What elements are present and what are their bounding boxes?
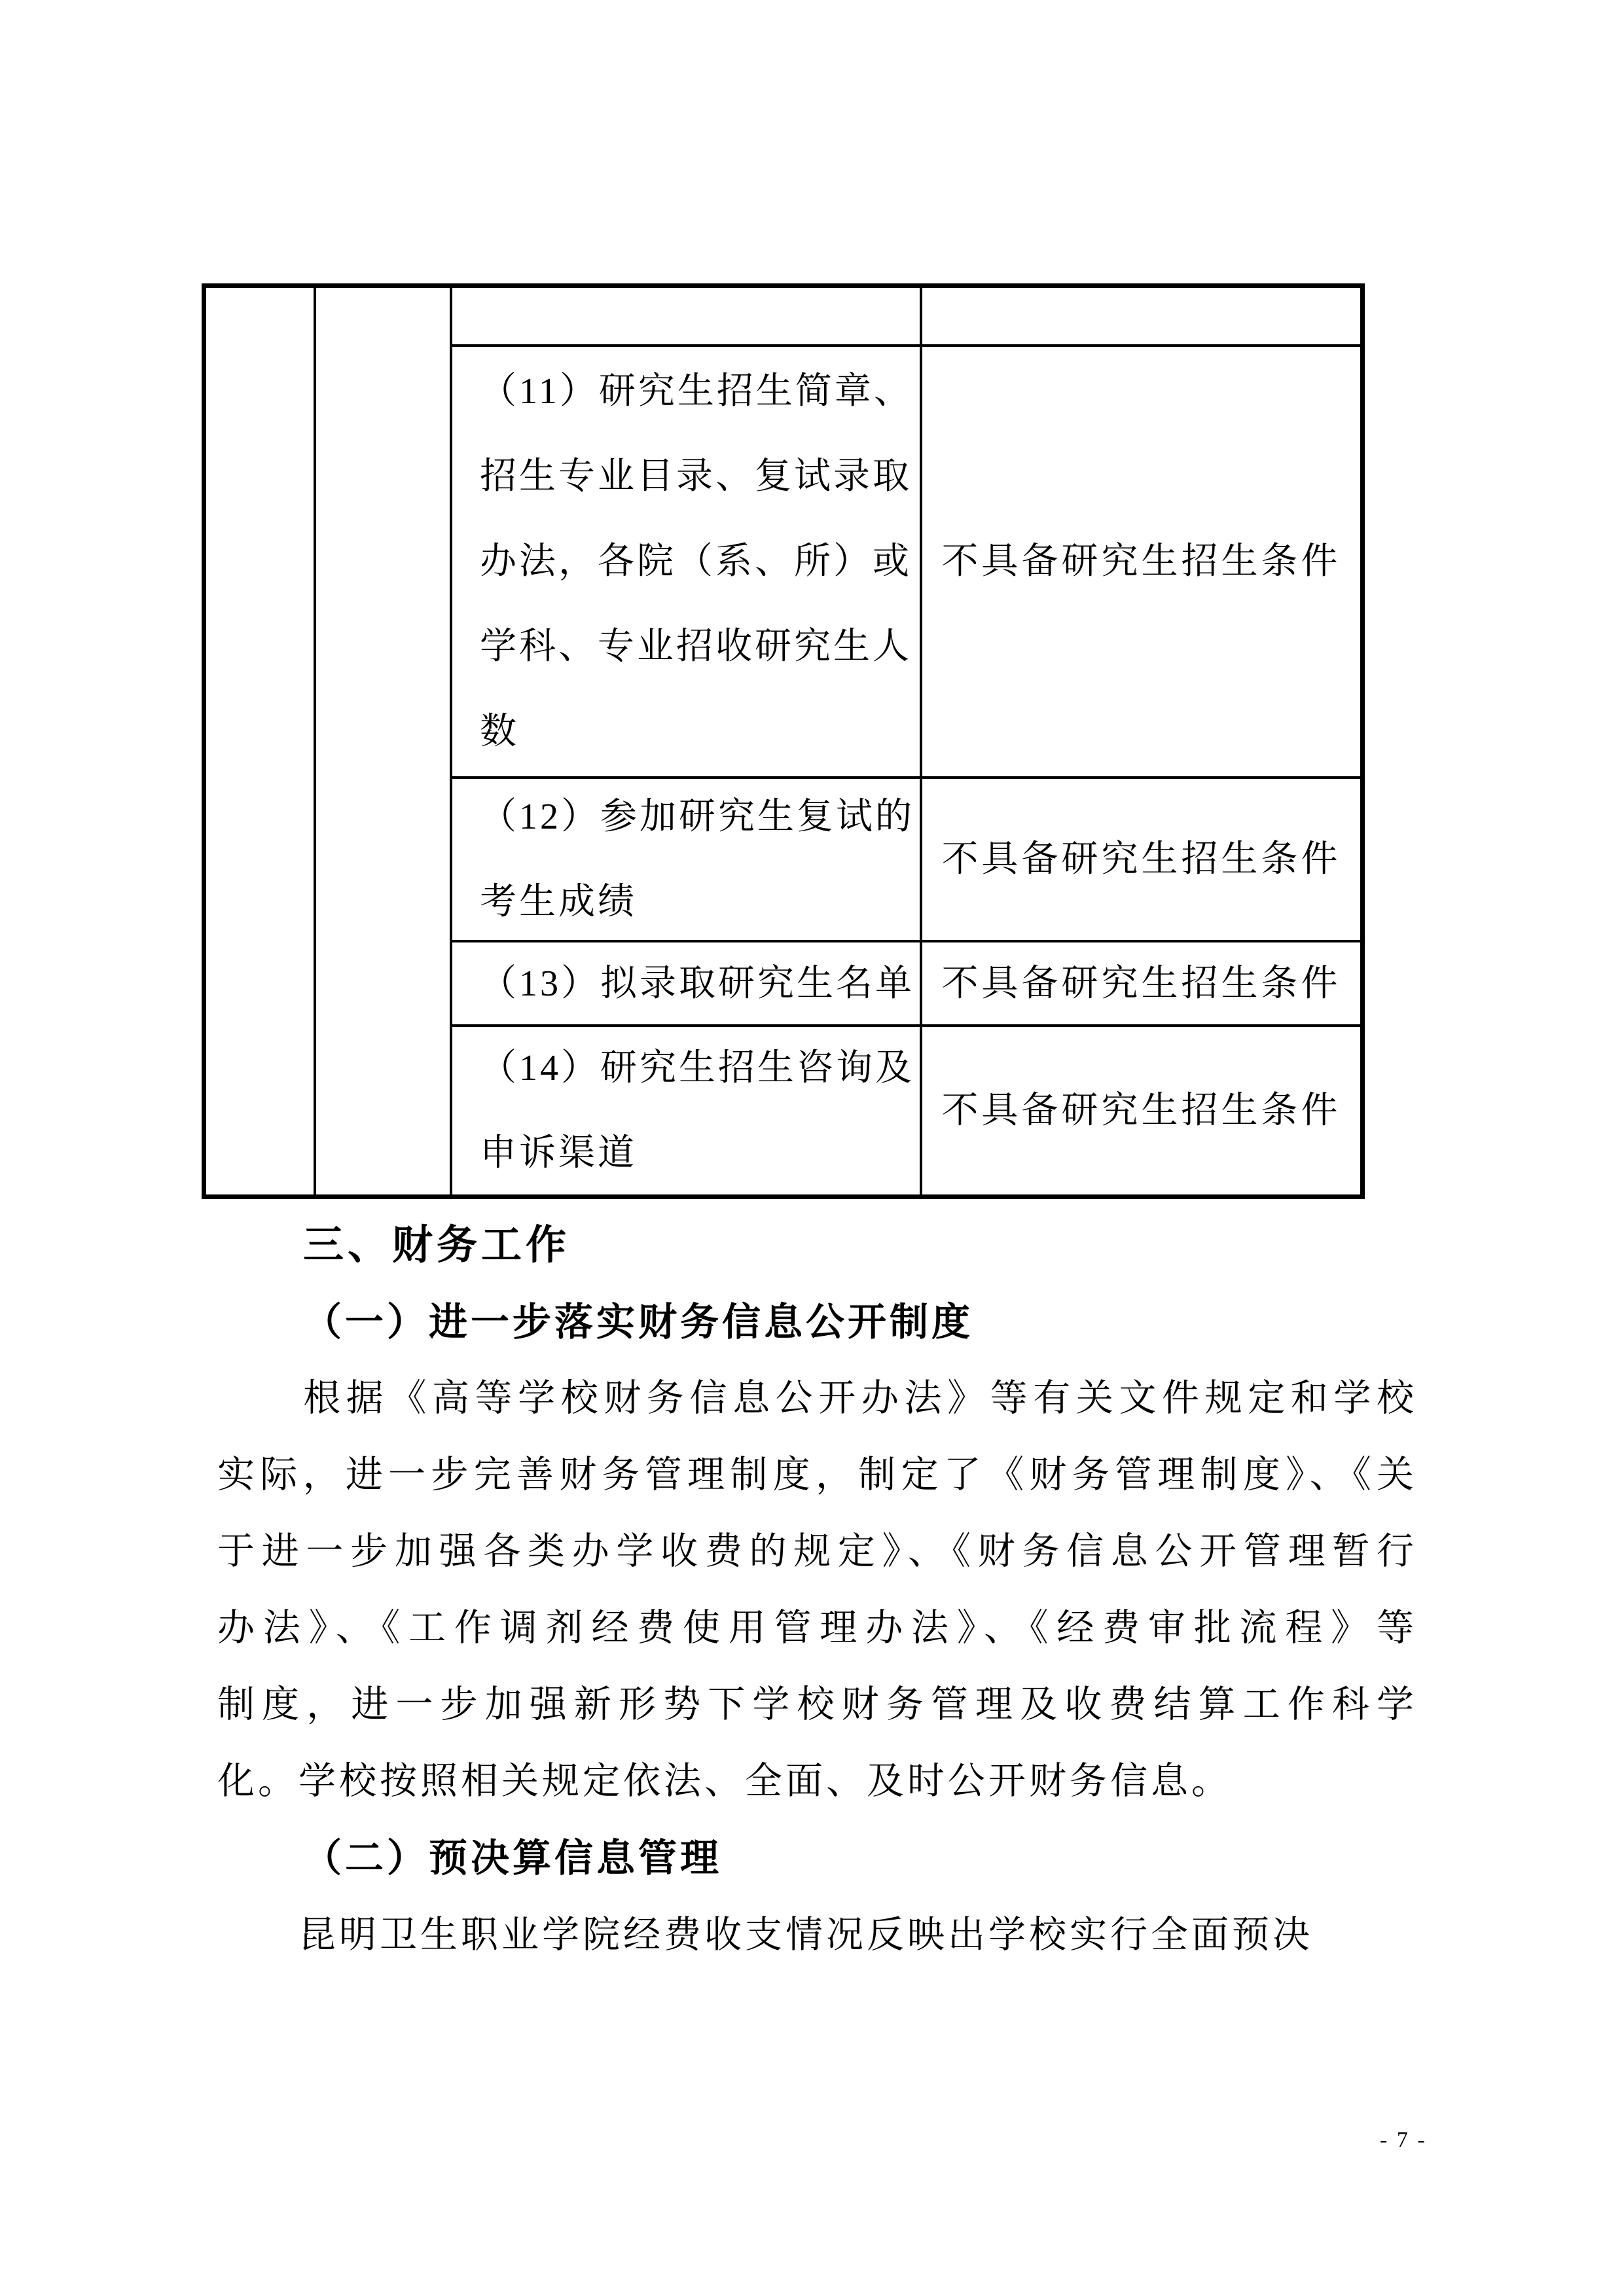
text-line: 招生专业目录、复试录取 — [480, 456, 912, 497]
text-line: 制度，进一步加强新形势下学校财务管理及收费结算工作科学 — [217, 1684, 1417, 1725]
text-line: 昆明卫生职业学院经费收支情况反映出学校实行全面预决 — [217, 1914, 1313, 1956]
text-line: 申诉渠道 — [480, 1133, 637, 1174]
section-heading-finance-work: 三、财务工作 — [303, 1223, 571, 1268]
table-item-cell-11 — [452, 347, 922, 779]
subsection-heading-1: （一）进一步落实财务信息公开制度 — [303, 1300, 974, 1344]
document-table — [202, 283, 1365, 1199]
text-line: 实际，进一步完善财务管理制度，制定了《财务管理制度》、《关 — [217, 1454, 1417, 1496]
table-status-cell-14: 不具备研究生招生条件 — [941, 1090, 1341, 1131]
text-line: 办法，各院（系、所）或 — [480, 541, 912, 582]
paragraph-finance-disclosure — [217, 1360, 1417, 1820]
table-merged-cell-col1 — [206, 288, 316, 1194]
text-line: 根据《高等学校财务信息公开办法》等有关文件规定和学校 — [217, 1378, 1417, 1419]
text-line: （11）研究生招生简章、 — [480, 371, 913, 412]
table-status-cell-empty — [922, 288, 1360, 347]
text-line: 办法》、《工作调剂经费使用管理办法》、《经费审批流程》等 — [217, 1607, 1417, 1649]
subsection-heading-2: （二）预决算信息管理 — [303, 1837, 723, 1880]
table-status-cell-12: 不具备研究生招生条件 — [922, 779, 1360, 942]
text-line: （14）研究生招生咨询及 — [480, 1048, 914, 1088]
table-status-cell-13: 不具备研究生招生条件 — [922, 942, 1360, 1027]
paragraph-budget-info — [217, 1897, 1417, 1973]
text-line: 考生成绩 — [480, 882, 637, 922]
table-merged-cell-col2 — [316, 288, 452, 1194]
text-line: 化。学校按照相关规定依法、全面、及时公开财务信息。 — [217, 1761, 1232, 1802]
table-item-cell-14 — [452, 1027, 922, 1194]
text-line: （12）参加研究生复试的 — [480, 797, 914, 837]
text-line: 学科、专业招收研究生人 — [480, 626, 912, 667]
page-number: - 7 - — [1380, 2128, 1427, 2152]
table-item-cell-13 — [452, 942, 922, 1027]
table-item-cell-12 — [452, 779, 922, 942]
table-item-cell-empty — [452, 288, 922, 347]
text-line: 于进一步加强各类办学收费的规定》、《财务信息公开管理暂行 — [217, 1531, 1417, 1572]
table-status-cell-11: 不具备研究生招生条件 — [922, 347, 1360, 779]
text-line: （13）拟录取研究生名单 — [480, 963, 914, 1004]
text-line: 数 — [480, 711, 519, 752]
